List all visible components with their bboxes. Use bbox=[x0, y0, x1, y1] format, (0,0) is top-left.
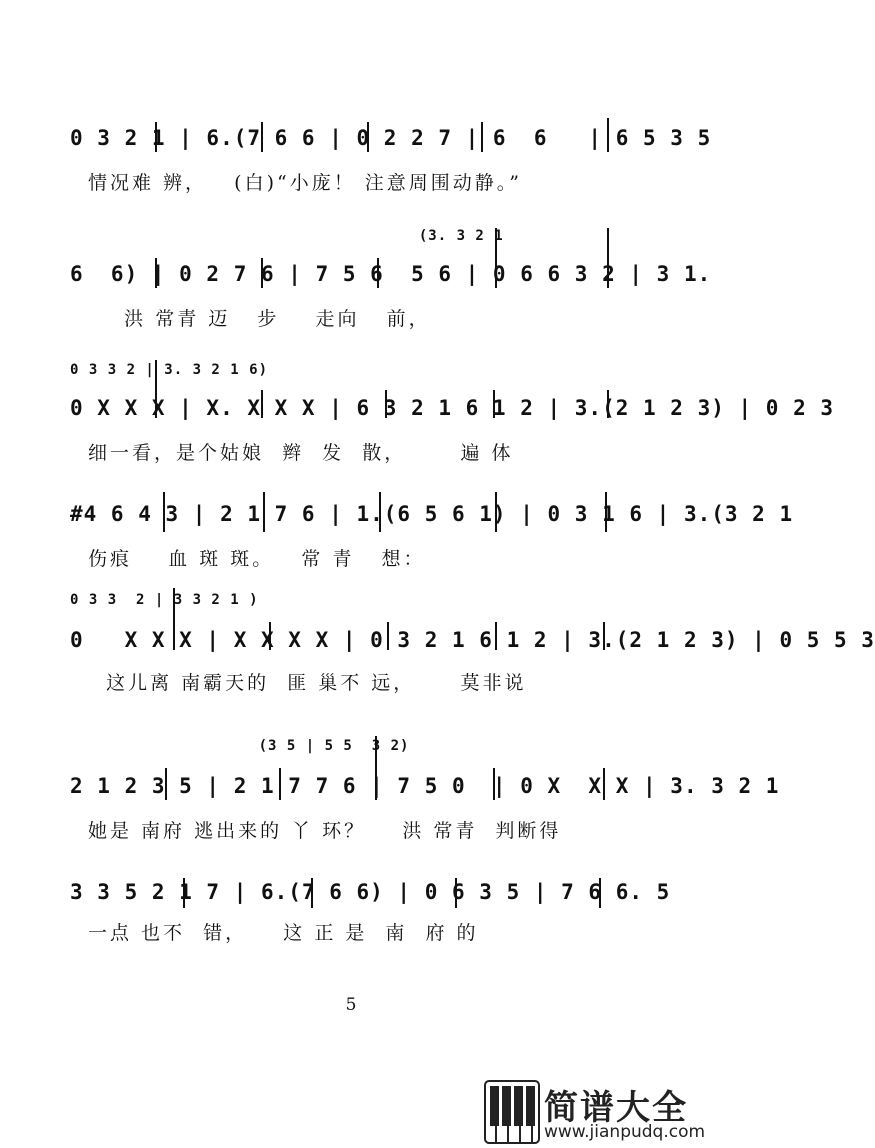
lyric-line-3: 细一看，是个姑娘 辫 发 散， 遍 体 bbox=[88, 442, 514, 464]
lyric-line-1: 情况难 辨， (白)“小庞！ 注意周围动静。” bbox=[88, 172, 522, 194]
notation-line-4: #4 6 4 3 | 2 1 7 6 | 1.(6 5 6 1) | 0 3 1 6 | 3.(3 2 1 bbox=[70, 502, 794, 526]
notation-line-6: 2 1 2 3 5 | 2 1 7 7 6 | 7 5 0 | 0 X X X | 3. 3 2 1 bbox=[70, 774, 780, 798]
page-number: 5 bbox=[345, 995, 357, 1015]
notation-line-3: 0 X X X | X. X X X | 6 3 2 1 6 1 2 | 3.(2 1 2 3) | 0 2 3 bbox=[70, 396, 835, 420]
upper-notation-5: 0 3 3 2 | 3 3 2 1 ) bbox=[70, 592, 259, 608]
lyric-line-4: 伤痕 血 斑 斑。 常 青 想： bbox=[88, 548, 426, 570]
watermark-url: www.jianpudq.com bbox=[544, 1122, 706, 1142]
upper-notation-2: (3. 3 2 1 bbox=[70, 228, 504, 244]
upper-notation-3: 0 3 3 2 | 3. 3 2 1 6) bbox=[70, 362, 269, 378]
notation-line-5: 0 X X X | X X X X | 0 3 2 1 6 1 2 | 3.(2 1 2 3) | 0 5 5 3 bbox=[70, 628, 875, 652]
lyric-line-6: 她是 南府 逃出来的 丫 环？ 洪 常青 判断得 bbox=[88, 820, 562, 842]
site-watermark[interactable] bbox=[484, 1080, 706, 1148]
notation-line-7: 3 3 5 2 1 7 | 6.(7 6 6) | 0 6 3 5 | 7 6 6. 5 bbox=[70, 880, 671, 904]
notation-line-1: 0 3 2 1 | 6.(7 6 6 | 0 2 2 7 | 6 6 | 6 5 3 5 bbox=[70, 126, 712, 150]
piano-keys-icon bbox=[484, 1080, 540, 1144]
watermark-title: 简谱大全 bbox=[544, 1088, 688, 1128]
lyric-line-2: 洪 常青 迈 步 走向 前， bbox=[88, 308, 431, 330]
notation-line-2: 6 6) | 0 2 7 6 | 7 5 6 5 6 | 0 6 6 3 2 | 3 1. bbox=[70, 262, 712, 286]
lyric-line-7: 一点 也不 错， 这 正 是 南 府 的 bbox=[88, 922, 479, 944]
upper-notation-6: (3 5 | 5 5 3 2) bbox=[70, 738, 410, 754]
lyric-line-5: 这儿离 南霸天的 匪 巢不 远， 莫非说 bbox=[88, 672, 527, 694]
